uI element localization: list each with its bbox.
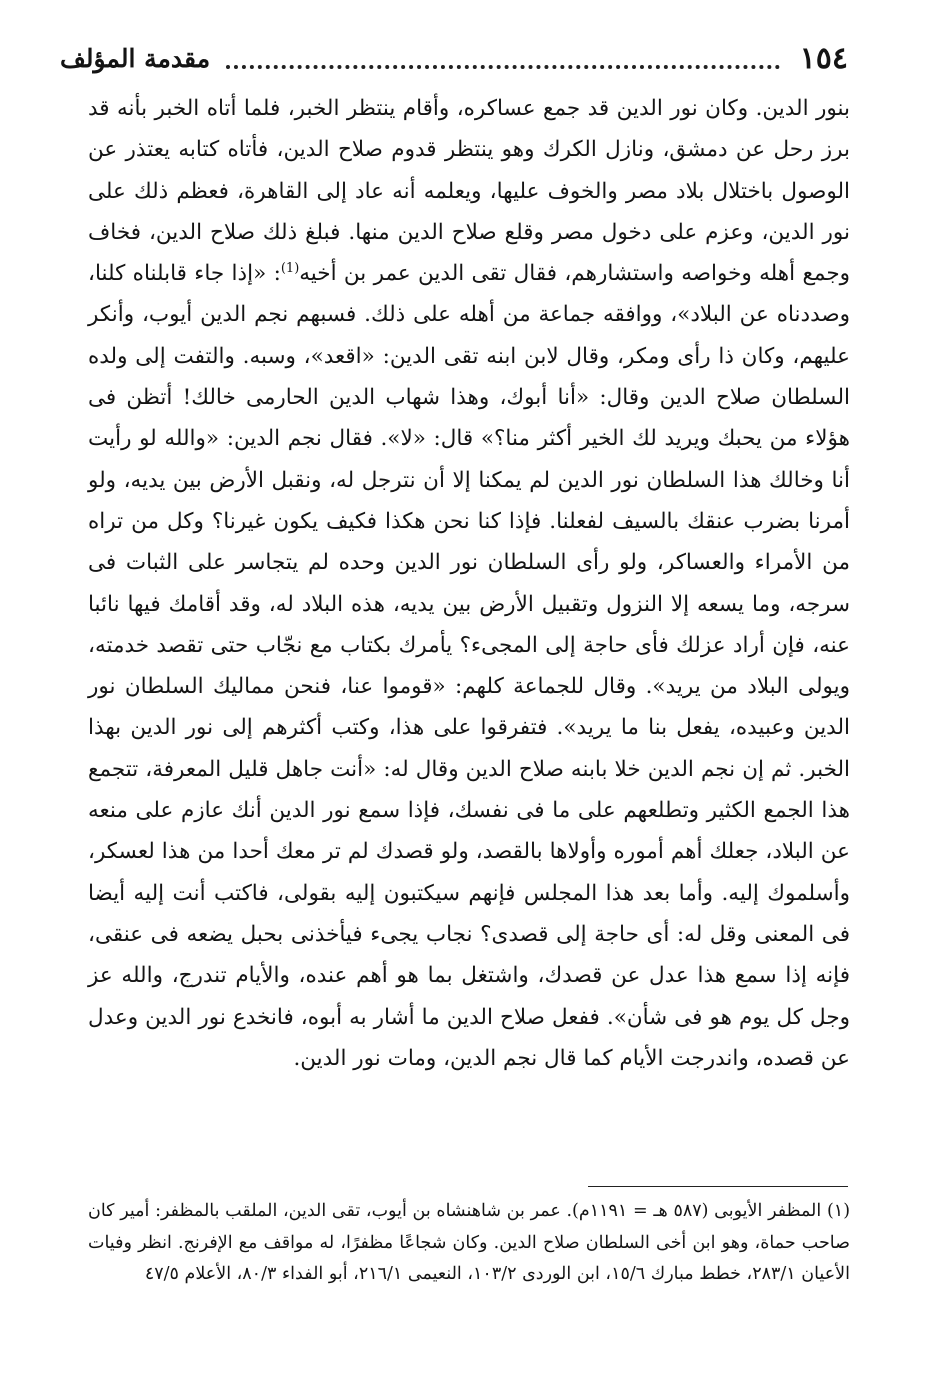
- footnote-text: (١) المظفر الأيوبى (٥٨٧ هـ = ١١٩١م). عمر بن شاهنشاه بن أيوب، تقى الدين، الملقب بالمظفر: أمير كان صاحب حماة، وهو ابن أخى السلطان صلاح الدين. وكان شجاعًا مظفرًا، له مواقف مع الإفرنج. انظر وفيات الأعيان ٢٨٣/١، خطط مبارك ١٥/٦، ابن الوردى ١٠٣/٢، النعيمى ٢١٦/١، أبو الفداء ٨٠/٣، الأعلام ٤٧/٥: [88, 1201, 851, 1284]
- body-text-part-2: : «إذا جاء قابلناه كلنا، وصددناه عن البلاد»، ووافقه جماعة من أهله على ذلك. فسبهم نجم الدين أيوب، وأنكر عليهم، وكان ذا رأى ومكر، وقال لابن ابنه تقى الدين: «اقعد»، وسبه. والتفت إلى ولده السلطان صلاح الدين وقال: «أنا أبوك، وهذا شهاب الدين الحارمى خالك! أتظن فى هؤلاء من يحبك ويريد لك الخير أكثر منا؟» قال: «لا». فقال نجم الدين: «والله لو رأيت أنا وخالك هذا السلطان نور الدين لم يمكنا إلا أن نترجل له، ونقبل الأرض بين يديه، ولو أمرنا بضرب عنقك بالسيف لفعلنا. فإذا كنا نحن هكذا فكيف يكون غيرنا؟ وكل من تراه من الأمراء والعساكر، ولو رأى السلطان نور الدين وحده لم يتجاسر على الثبات فى سرجه، وما يسعه إلا النزول وتقبيل الأرض بين يديه، هذه البلاد له، وقد أقامك فيها نائبا عنه، فإن أراد عزلك فأى حاجة إلى المجىء؟ يأمرك بكتاب مع نجّاب حتى تقصد خدمته، ويولى البلاد من يريد». وقال للجماعة كلهم: «قوموا عنا، فنحن مماليك السلطان نور الدين وعبيده، يفعل بنا ما يريد». فتفرقوا على هذا، وكتب أكثرهم إلى نور الدين بهذا الخبر. ثم إن نجم الدين خلا بابنه صلاح الدين وقال له: «أنت جاهل قليل المعرفة، تتجمع هذا الجمع الكثير وتطلعهم على ما فى نفسك، فإذا سمع نور الدين أنك عازم على منعه عن البلاد، جعلك أهم أموره وأولاها بالقصد، ولو قصدك لم تر معك أحدا من هذا لعسكر، وأسلموك إليه. وأما بعد هذا المجلس فإنهم سيكتبون إليه بقولى، فاكتب أنت إليه أيضا فى المعنى وقل له: أى حاجة إلى قصدى؟ نجاب يجىء فيأخذنى بحبل يضعه فى عنقى، فإنه إذا سمع هذا عدل عن قصدك، واشتغل بما هو أهم عنده، والأيام تندرج، والله عز وجل كل يوم هو فى شأن». ففعل صلاح الدين ما أشار به أبوه، فانخدع نور الدين وعدل عن قصده، واندرجت الأيام كما قال نجم الدين، ومات نور الدين.: [88, 261, 850, 1071]
- running-header: [60, 36, 848, 80]
- body-paragraph: [88, 88, 850, 1079]
- footnote-separator: [588, 1186, 848, 1187]
- footnote-marker: (1): [280, 261, 300, 277]
- page-number: ١٥٤: [799, 40, 848, 76]
- main-text: [88, 88, 850, 1079]
- section-title: مقدمة المؤلف: [60, 43, 211, 73]
- body-text-part-1: بنور الدين. وكان نور الدين قد جمع عساكره، وأقام ينتظر الخبر، فلما أتاه الخبر بأنه قد برز رحل عن دمشق، ونازل الكرك وهو ينتظر قدوم صلاح الدين، فأتاه كتابه يعتذر عن الوصول باختلال بلاد مصر والخوف عليها، ويعلمه أنه عاد إلى القاهرة، فعظم ذلك على نور الدين، وعزم على دخول مصر وقلع صلاح الدين منها. فبلغ ذلك صلاح الدين، فخاف وجمع أهله وخواصه واستشارهم، فقال تقى الدين عمر بن أخيه: [88, 96, 850, 287]
- footnote: [88, 1196, 850, 1291]
- dotted-leader: [226, 65, 780, 69]
